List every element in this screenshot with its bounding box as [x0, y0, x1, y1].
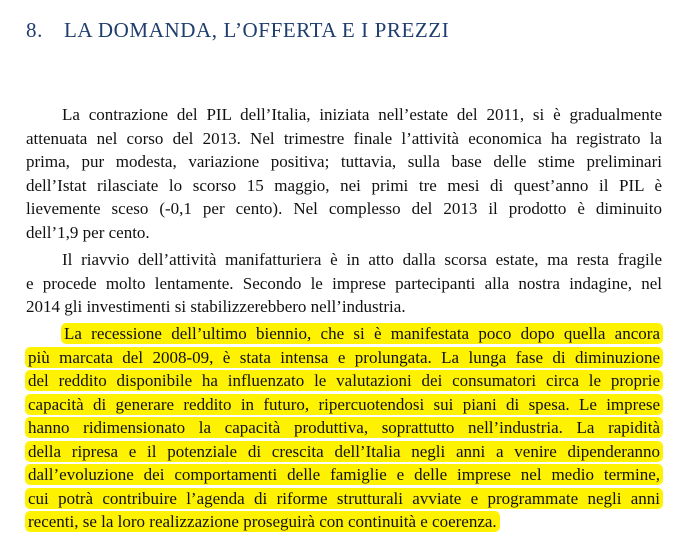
highlighted-line	[26, 487, 662, 511]
paragraph-line: La contrazione del PIL dell’Italia, iniziata nell’estate del 2011, si è gradualmente	[62, 105, 662, 124]
highlighted-line	[26, 346, 662, 370]
highlight-mark: La recessione dell’ultimo biennio, che si è manifestata poco dopo quella ancora	[64, 324, 660, 343]
paragraph-line: dell’1,9 per cento.	[26, 222, 150, 242]
paragraph-1	[26, 103, 662, 244]
paragraph-line: Il riavvio dell’attività manifatturiera è in atto dalla scorsa estate, ma resta fragile	[62, 250, 662, 269]
paragraph-line: dell’Istat rilasciate lo scorso 15 maggio, nei primi tre mesi di quest’anno il PIL è	[26, 175, 662, 195]
highlight-mark: più marcata del 2008-09, è stata intensa e prolungata. La lunga fase di diminuzione	[28, 347, 661, 367]
highlight-mark: dall’evoluzione dei comportamenti delle famiglie e delle imprese nel medio termine,	[28, 465, 661, 484]
highlighted-line	[26, 322, 662, 346]
paragraph-line: lievemente sceso (-0,1 per cento). Nel complesso del 2013 il prodotto è diminuito	[26, 199, 662, 218]
paragraph-line: attenuata nel corso del 2013. Nel trimestre finale l’attività economica ha registrato la	[26, 128, 662, 148]
highlighted-line	[26, 416, 662, 440]
highlight-mark: del reddito disponibile ha influenzato le valutazioni dei consumatori circa le proprie	[28, 371, 660, 390]
paragraph-line: prima, pur modesta, variazione positiva; tuttavia, sulla base delle stime preliminari	[26, 152, 662, 171]
paragraph-line: e procede molto lentamente. Secondo le imprese partecipanti alla nostra indagine, nel	[26, 273, 662, 293]
highlight-mark: cui potrà contribuire l’agenda di riforme strutturali avviate e programmate negli anni	[28, 488, 661, 508]
highlighted-line	[26, 440, 662, 464]
paragraph-line: 2014 gli investimenti si stabilizzerebbero nell’industria.	[26, 297, 406, 316]
paragraph-2	[26, 248, 662, 319]
highlight-mark: recenti, se la loro realizzazione proseguirà con continuità e coerenza.	[28, 512, 497, 531]
highlighted-line	[26, 393, 662, 417]
highlight-mark: hanno ridimensionato la capacità produttiva, soprattutto nell’industria. La rapidità	[28, 418, 661, 437]
section-title: LA DOMANDA, L’OFFERTA E I PREZZI	[64, 18, 450, 42]
section-heading	[26, 18, 449, 43]
highlighted-line	[26, 463, 662, 487]
highlight-mark: della ripresa e il potenziale di crescita dell’Italia negli anni a venire dipenderanno	[28, 441, 661, 461]
highlighted-line	[26, 369, 662, 393]
paragraph-3-highlighted	[26, 322, 662, 534]
highlight-mark: capacità di generare reddito in futuro, ripercuotendosi sui piani di spesa. Le imprese	[28, 394, 661, 414]
section-number: 8.	[26, 18, 43, 42]
